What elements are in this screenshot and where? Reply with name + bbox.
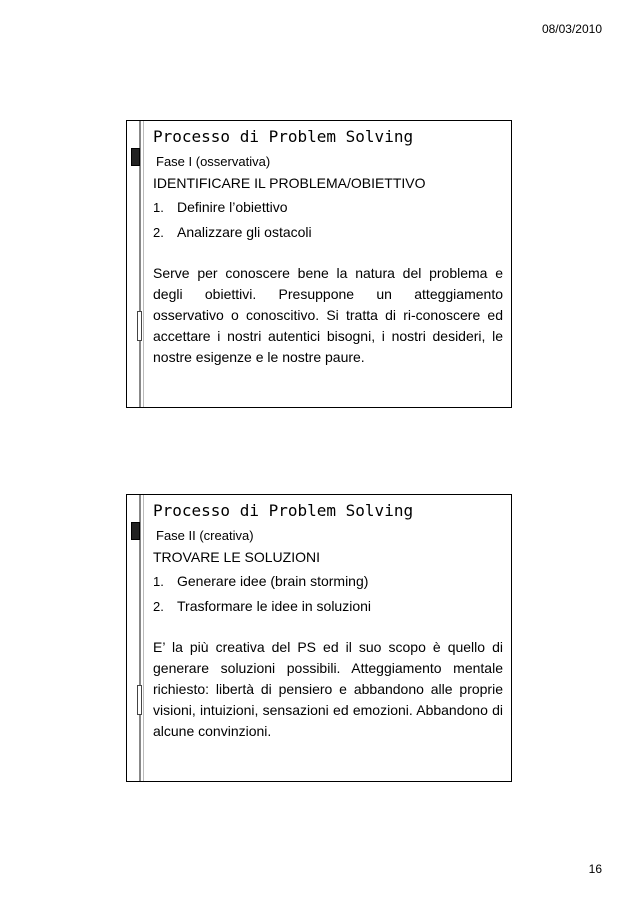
slide-1 — [126, 120, 512, 408]
list-item — [153, 197, 312, 222]
step-number: 2. — [153, 225, 164, 240]
slide-2 — [126, 494, 512, 782]
slide-left-rule-inner — [143, 495, 144, 781]
slide-phase: Fase I (osservativa) — [156, 154, 271, 169]
step-number: 1. — [153, 574, 164, 589]
slide-marker-icon — [131, 148, 140, 166]
step-text: Analizzare gli ostacoli — [177, 224, 312, 240]
step-number: 1. — [153, 200, 164, 215]
step-text: Generare idee (brain storming) — [177, 573, 369, 589]
step-text: Definire l’obiettivo — [177, 199, 288, 215]
slide-goal: TROVARE LE SOLUZIONI — [153, 549, 320, 565]
page-date: 08/03/2010 — [541, 22, 602, 36]
steps-list — [153, 571, 371, 621]
steps-list — [153, 197, 312, 247]
slide-description: E’ la più creativa del PS ed il suo scopo è quello di generare soluzioni possibili. Atteggiamento mentale richiesto: libertà di pensiero e abbandono alle proprie visioni, intuizioni, sensazioni ed emozioni. Abbandono di alcune convinzioni. — [153, 639, 503, 739]
list-item — [153, 571, 371, 596]
slide-bracket-icon — [137, 685, 142, 715]
page-number: 16 — [588, 862, 602, 876]
slide-description: Serve per conoscere bene la natura del problema e degli obiettivi. Presuppone un atteggiamento osservativo o conoscitivo. Si tratta di ri-conoscere ed accettare i nostri autentici bisogni, i nostri desideri, le nostre esigenze e le nostre paure. — [153, 265, 503, 365]
slide-left-rule-inner — [143, 121, 144, 407]
slide-goal: IDENTIFICARE IL PROBLEMA/OBIETTIVO — [153, 175, 426, 191]
slide-marker-icon — [131, 522, 140, 540]
slide-phase: Fase II (creativa) — [156, 528, 254, 543]
slide-bracket-icon — [137, 311, 142, 341]
step-number: 2. — [153, 599, 164, 614]
list-item — [153, 596, 371, 621]
list-item — [153, 222, 312, 247]
slide-title: Processo di Problem Solving — [153, 501, 414, 520]
step-text: Trasformare le idee in soluzioni — [177, 598, 372, 614]
slide-title: Processo di Problem Solving — [153, 127, 414, 146]
